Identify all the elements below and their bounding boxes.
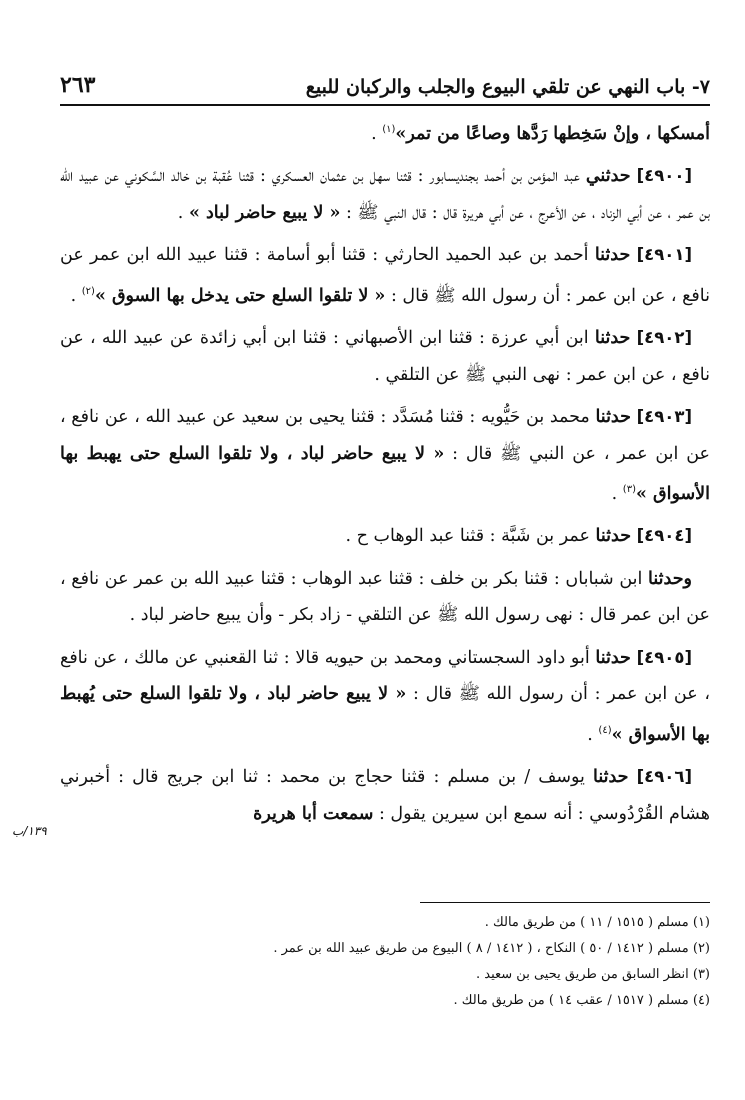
hadith-4901 <box>60 237 710 314</box>
page-header <box>60 58 710 106</box>
isnad-text: عبد المؤمن بن أحمد بجنديسابور : قثنا سهل بن عثمان العسكري : قثنا عُقبة بن خالد السَّكوني عن عبيد الله بن عمر ، عن أبي الزناد ، عن الأعرج ، عن أبي هريرة قال : قال النبي ﷺ : <box>60 166 710 223</box>
hadith-4903 <box>60 399 710 512</box>
manuscript-folio-marker: ١٣٩/ب <box>12 824 47 838</box>
narration-opener: وحدثنا <box>648 568 692 589</box>
hadith-4904 <box>60 518 710 555</box>
opening-line <box>60 112 710 152</box>
footnote-ref: (٣) <box>622 484 636 496</box>
footnote-3: (٣) انظر السابق من طريق يحيى بن سعيد . <box>475 967 710 982</box>
footnote-divider <box>420 902 710 903</box>
matn-text: « لا يبيع حاضر لباد » <box>188 202 341 223</box>
terminal-mark: . <box>587 724 599 745</box>
isnad-text: أحمد بن عبد الحميد الحارثي : قثنا أبو أسامة : قثنا عبيد الله ابن عمر عن نافع ، عن ابن عمر : أن رسول الله ﷺ قال : <box>60 245 710 306</box>
chapter-title: ٧- باب النهي عن تلقي البيوع والجلب والركبان للبيع <box>305 76 710 98</box>
main-text <box>60 112 710 838</box>
isnad-text: ابن أبي عرزة : قثنا ابن الأصبهاني : قثنا ابن أبي زائدة عن عبيد الله ، عن نافع ، عن ابن عمر : نهى النبي ﷺ عن التلقي . <box>60 328 710 385</box>
footnote-1: (١) مسلم ( ١٥١٥ / ١١ ) من طريق مالك . <box>484 915 710 930</box>
hadith-number: [٤٩٠٣] <box>636 407 692 427</box>
isnad-text: ابن شباباں : قثنا بكر بن خلف : قثنا عبد الوهاب : قثنا عبيد الله بن عمر عن نافع ، عن ابن عمر قال : نهى رسول الله ﷺ عن التلقي - زاد بكر - وأن يبيع حاضر لباد . <box>60 568 710 626</box>
isnad-text: عمر بن شَبَّة : قثنا عبد الوهاب ح . <box>345 526 596 547</box>
page-number: ٢٦٣ <box>60 72 96 98</box>
narration-opener: حدثنا <box>593 767 629 788</box>
matn-text: « لا يبيع حاضر لباد ، ولا تلقوا السلع حتى يُهبط بها الأسواق » <box>60 684 710 745</box>
matn-text: سمعت أبا هريرة <box>253 803 374 824</box>
hadith-4906 <box>60 759 710 832</box>
isnad-text: يوسف / بن مسلم : قثنا حجاج بن محمد : ثنا ابن جريج قال : أخبرني هشام القُرْدُوسي : أنه سمع ابن سيرين يقول : <box>60 767 710 824</box>
hadith-number: [٤٩٠٤] <box>636 526 692 546</box>
hadith-number: [٤٩٠١] <box>636 245 692 265</box>
narration-opener: حدثنا <box>595 526 632 547</box>
hadith-4902 <box>60 320 710 393</box>
footnote-ref: (٢) <box>81 285 95 297</box>
narration-opener: حدثني <box>585 166 631 187</box>
footnote-ref: (٤) <box>598 724 612 736</box>
hadith-number: [٤٩٠٦] <box>636 767 692 787</box>
matn-text: « لا تلقوا السلع حتى يدخل بها السوق » <box>94 285 386 306</box>
footnote-4: (٤) مسلم ( ١٥١٧ / عقب ١٤ ) من طريق مالك . <box>453 993 710 1008</box>
matn-text: أمسكها ، وإنْ سَخِطها رَدَّها وصاعًا من تمر» <box>395 123 710 144</box>
matn-text: « لا يبيع حاضر لباد ، ولا تلقوا السلع حتى يهبط بها الأسواق » <box>60 443 710 504</box>
narration-opener: حدثنا <box>594 328 631 349</box>
hadith-number: [٤٩٠٠] <box>636 166 692 186</box>
narration-opener: حدثنا <box>595 647 631 668</box>
narration-opener: حدثنا <box>594 245 631 266</box>
terminal-mark: . <box>177 202 189 223</box>
hadith-4904-second-chain <box>60 561 710 634</box>
terminal-mark: . <box>371 123 383 144</box>
hadith-4905 <box>60 640 710 753</box>
narration-opener: حدثنا <box>595 407 631 428</box>
footnote-ref: (١) <box>382 124 396 135</box>
footnotes <box>60 910 710 1014</box>
terminal-mark: . <box>70 285 82 306</box>
footnote-2: (٢) مسلم ( ١٤١٢ / ٥٠ ) النكاح ، ( ١٤١٢ / ٨ ) البيوع من طريق عبيد الله بن عمر . <box>273 941 710 956</box>
hadith-number: [٤٩٠٥] <box>636 647 692 667</box>
isnad-text: محمد بن حَيُّويه : قثنا مُسَدَّد : قثنا يحيى بن سعيد عن عبيد الله ، عن نافع ، عن ابن عمر ، عن النبي ﷺ قال : <box>60 407 710 464</box>
terminal-mark: . <box>611 483 623 504</box>
hadith-number: [٤٩٠٢] <box>636 328 692 348</box>
hadith-4900 <box>60 158 710 231</box>
isnad-text: أبو داود السجستاني ومحمد بن حيويه قالا : ثنا القعنبي عن مالك ، عن نافع ، عن ابن عمر : أن رسول الله ﷺ قال : <box>60 647 711 705</box>
